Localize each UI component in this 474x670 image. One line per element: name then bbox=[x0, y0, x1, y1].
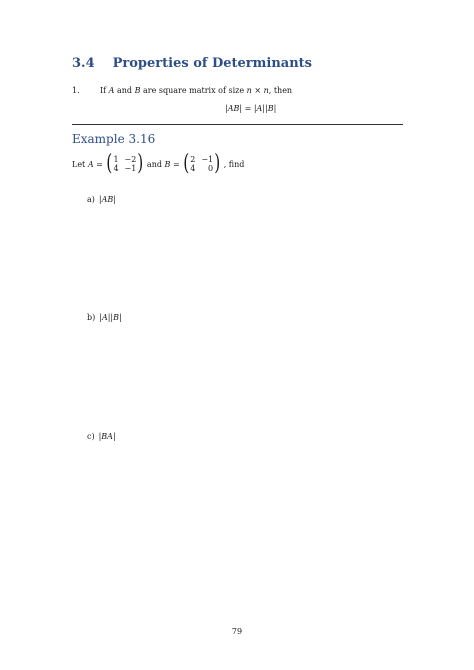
property-pre: If bbox=[100, 86, 107, 95]
part-a bbox=[87, 195, 116, 204]
part-label: b) bbox=[87, 313, 96, 322]
part-expr: |AB| bbox=[98, 195, 116, 204]
matrix-b-cell: 4 bbox=[190, 164, 196, 173]
part-b bbox=[87, 313, 122, 322]
matrix-a-cell: −1 bbox=[124, 164, 137, 173]
example-let: Let bbox=[72, 159, 86, 169]
matrix-a-cell: 4 bbox=[113, 164, 119, 173]
page-number: 79 bbox=[231, 627, 243, 636]
matrix-b-cell: 2 bbox=[190, 155, 196, 164]
divider-rule bbox=[72, 124, 403, 125]
property-var-b: B bbox=[134, 86, 141, 95]
matrix-b-cell: −1 bbox=[201, 155, 214, 164]
property-number: 1. bbox=[72, 86, 80, 95]
part-expr: |A||B| bbox=[99, 313, 122, 322]
property-size: n × n bbox=[246, 86, 269, 95]
part-label: a) bbox=[87, 195, 95, 204]
example-title: Example 3.16 bbox=[72, 132, 156, 146]
property-and: and bbox=[117, 86, 133, 95]
section-number: 3.4 bbox=[72, 56, 95, 71]
matrix-b: ( 2 −1 4 0 ) bbox=[182, 151, 221, 176]
example-problem bbox=[72, 153, 244, 175]
property-formula: |AB| = |A||B| bbox=[225, 104, 277, 113]
matrix-a-cell: −2 bbox=[124, 155, 137, 164]
section-title: Properties of Determinants bbox=[112, 56, 312, 71]
example-and: and bbox=[146, 159, 162, 169]
example-b-eq: B = bbox=[164, 159, 180, 169]
part-expr: |BA| bbox=[98, 432, 116, 441]
example-find: , find bbox=[223, 159, 245, 169]
property-text bbox=[100, 86, 292, 95]
matrix-a: ( 1 −2 4 −1 ) bbox=[106, 151, 144, 176]
property-post: , then bbox=[268, 86, 293, 95]
property-var-a: A bbox=[108, 86, 115, 95]
property-mid: are square matrix of size bbox=[143, 86, 245, 95]
part-label: c) bbox=[87, 432, 95, 441]
section-heading bbox=[72, 56, 312, 71]
matrix-b-cell: 0 bbox=[208, 164, 214, 173]
property-item bbox=[72, 86, 292, 95]
matrix-a-cell: 1 bbox=[113, 155, 119, 164]
part-c bbox=[87, 432, 116, 441]
example-a-eq: A = bbox=[87, 159, 103, 169]
